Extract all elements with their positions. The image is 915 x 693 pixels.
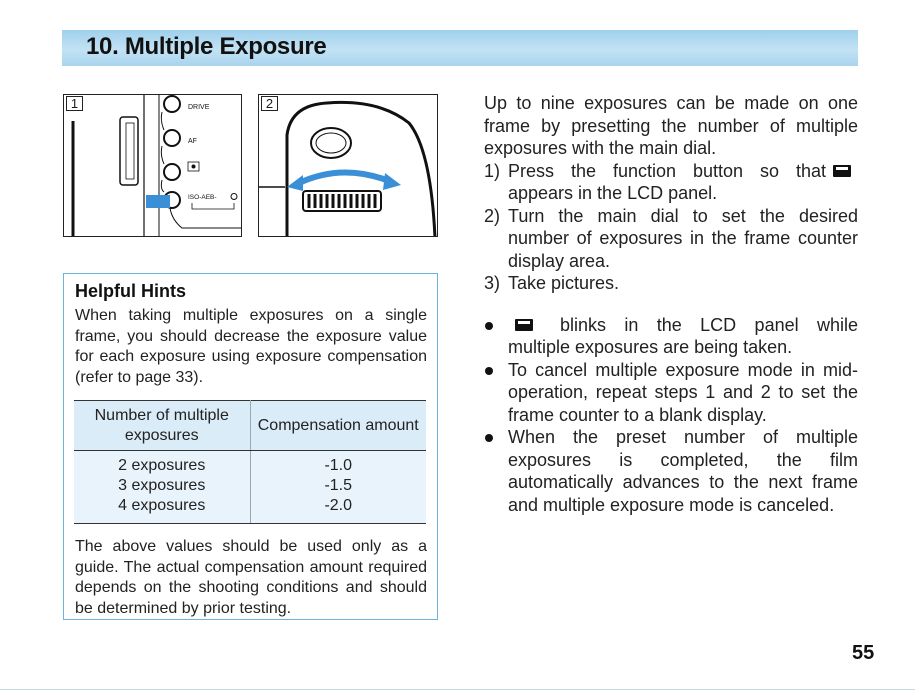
hints-footer: The above values should be used only as a guide. The actual compensation amount required depends on the shooting conditions and should be determined by prior testing. xyxy=(75,538,427,617)
list-item xyxy=(484,359,858,427)
hints-text: When taking multiple exposures on a single frame, you should decrease the exposure value for each exposure using exposure compensation (refer to page 33). xyxy=(75,307,427,386)
table-row xyxy=(74,451,426,477)
step-text: appears in the LCD panel. xyxy=(508,183,718,203)
step-3 xyxy=(484,272,858,295)
multiple-exposure-lcd-icon xyxy=(832,163,852,179)
compensation-cell: -1.5 xyxy=(250,476,426,496)
instructions-column xyxy=(484,92,858,516)
bullet-dot xyxy=(485,322,493,330)
step-text: Turn the main dial to set the desired number of exposures in the frame counter display area. xyxy=(508,205,858,271)
header-compensation: Compensation amount xyxy=(250,401,426,451)
drive-label: DRIVE xyxy=(188,104,210,111)
notes-list xyxy=(484,314,858,517)
bullet-dot xyxy=(485,367,493,375)
header-exposures: Number of multiple exposures xyxy=(74,401,250,451)
step-2 xyxy=(484,205,858,273)
step-text: Take pictures. xyxy=(508,273,620,293)
figure-1-camera-top xyxy=(63,94,242,237)
exposures-cell: 2 exposures xyxy=(74,451,250,477)
hints-title: Helpful Hints xyxy=(75,281,186,301)
figure-number-2: 2 xyxy=(261,96,278,111)
step-number: 2) xyxy=(484,205,501,226)
af-label: AF xyxy=(188,138,197,145)
list-item xyxy=(484,426,858,516)
note-text: To cancel multiple exposure mode in mid-operation, repeat steps 1 and 2 to set the frame counter to a blank display. xyxy=(508,359,858,425)
step-1 xyxy=(484,160,858,205)
bullet-dot xyxy=(485,434,493,442)
table-header-row xyxy=(74,401,426,451)
exposures-cell: 4 exposures xyxy=(74,496,250,524)
note-text: blinks in the LCD panel while multiple exposures are being taken. xyxy=(508,314,858,357)
step-number: 1) xyxy=(484,160,501,181)
helpful-hints-box xyxy=(63,273,438,620)
exposures-cell: 3 exposures xyxy=(74,476,250,496)
compensation-cell: -1.0 xyxy=(250,451,426,477)
table-row xyxy=(74,496,426,524)
list-item xyxy=(484,314,858,359)
multiple-exposure-lcd-icon xyxy=(514,317,534,333)
iso-aeb-label: ISO-AEB- xyxy=(188,194,217,201)
step-text: Press the function button so that xyxy=(508,160,826,181)
note-text: When the preset number of multiple exposures is completed, the film automatically advances to the next frame and multiple exposure mode is canceled. xyxy=(508,427,858,515)
step-number: 3) xyxy=(484,273,501,293)
camera-buttons-illustration xyxy=(64,95,242,237)
figure-2-main-dial xyxy=(258,94,438,237)
compensation-table xyxy=(74,400,426,524)
main-dial-illustration xyxy=(259,95,438,237)
intro-paragraph: Up to nine exposures can be made on one frame by presetting the number of multiple exposures with the main dial. xyxy=(484,93,858,158)
compensation-cell: -2.0 xyxy=(250,496,426,524)
page-title: 10. Multiple Exposure xyxy=(86,33,327,60)
figure-number-1: 1 xyxy=(66,96,83,111)
bottom-rule xyxy=(0,689,915,690)
table-row xyxy=(74,476,426,496)
page-number: 55 xyxy=(852,642,875,664)
